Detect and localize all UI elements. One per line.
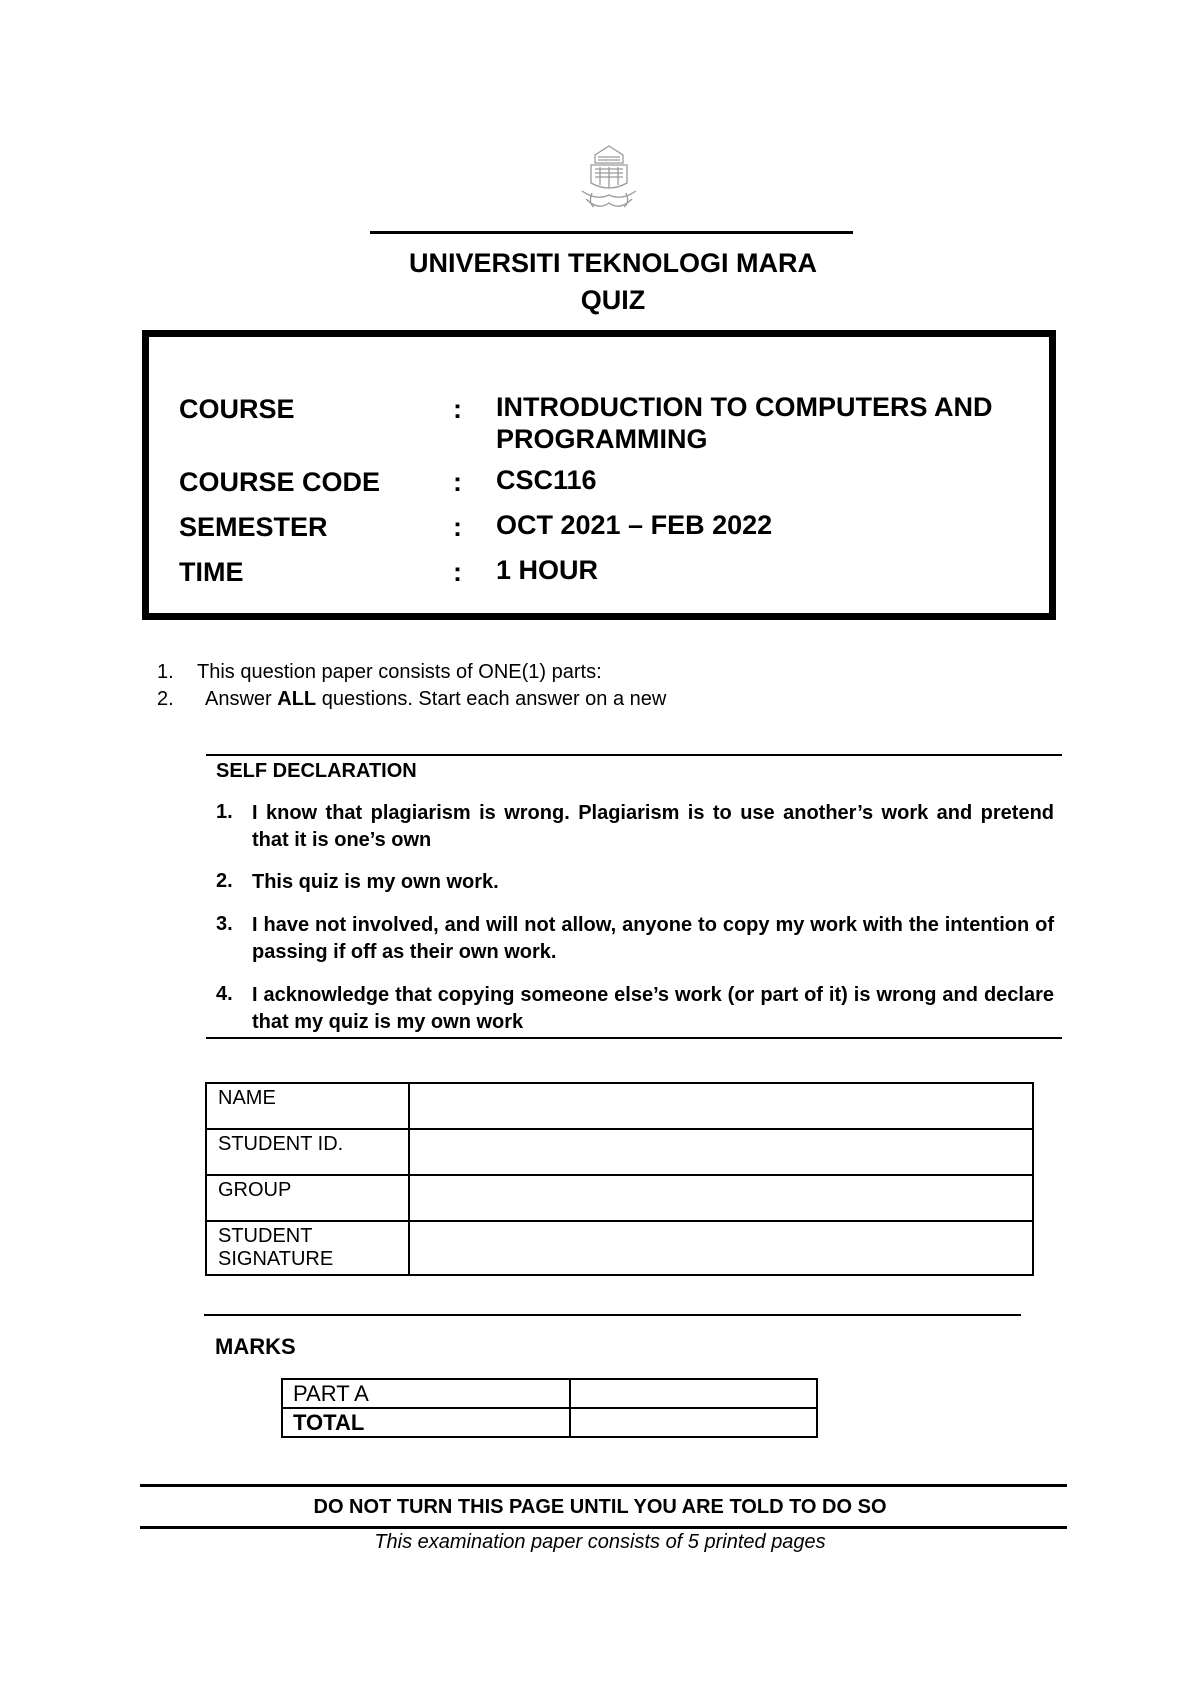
semester-value: OCT 2021 – FEB 2022 bbox=[496, 510, 773, 540]
marks-table bbox=[281, 1378, 818, 1438]
declaration-item-number: 2. bbox=[216, 870, 233, 892]
table-row bbox=[282, 1408, 817, 1437]
footer-bottom-rule bbox=[140, 1526, 1067, 1529]
name-label: NAME bbox=[206, 1083, 409, 1129]
declaration-top-rule bbox=[206, 754, 1062, 756]
marks-rule bbox=[204, 1314, 1021, 1316]
instruction-number: 1. bbox=[157, 661, 174, 683]
page-count-note: This examination paper consists of 5 printed pages bbox=[374, 1531, 826, 1553]
header-rule bbox=[370, 231, 853, 234]
student-signature-field[interactable] bbox=[409, 1221, 1033, 1275]
declaration-item-number: 3. bbox=[216, 913, 233, 935]
course-code-colon: : bbox=[453, 467, 462, 497]
part-a-marks-field[interactable] bbox=[570, 1379, 817, 1408]
course-code-value: CSC116 bbox=[496, 465, 597, 495]
table-row bbox=[206, 1221, 1033, 1275]
document-type: QUIZ bbox=[580, 285, 646, 315]
declaration-item-number: 1. bbox=[216, 801, 233, 823]
group-label: GROUP bbox=[206, 1175, 409, 1221]
declaration-item-number: 4. bbox=[216, 983, 233, 1005]
semester-colon: : bbox=[453, 512, 462, 542]
name-field[interactable] bbox=[409, 1083, 1033, 1129]
student-id-label: STUDENT ID. bbox=[206, 1129, 409, 1175]
instruction-text: This question paper consists of ONE(1) parts: bbox=[197, 661, 602, 683]
table-row bbox=[206, 1175, 1033, 1221]
table-row bbox=[206, 1083, 1033, 1129]
do-not-turn-notice: DO NOT TURN THIS PAGE UNTIL YOU ARE TOLD TO DO SO bbox=[313, 1496, 887, 1518]
instruction-text: Answer ALL questions. Start each answer on a new bbox=[205, 688, 667, 710]
declaration-item: I know that plagiarism is wrong. Plagiarism is to use another’s work and pretend that it is one’s own bbox=[252, 802, 1054, 851]
university-name: UNIVERSITI TEKNOLOGI MARA bbox=[408, 248, 817, 278]
footer-top-rule bbox=[140, 1484, 1067, 1487]
course-info-box bbox=[142, 330, 1056, 620]
declaration-item: I acknowledge that copying someone else’s work (or part of it) is wrong and declare that my quiz is my own work bbox=[252, 984, 1054, 1033]
total-label: TOTAL bbox=[282, 1408, 570, 1437]
table-row bbox=[206, 1129, 1033, 1175]
course-code-label: COURSE CODE bbox=[179, 467, 381, 497]
part-a-label: PART A bbox=[282, 1379, 570, 1408]
declaration-title: SELF DECLARATION bbox=[216, 760, 417, 782]
table-row bbox=[282, 1379, 817, 1408]
marks-title: MARKS bbox=[215, 1334, 296, 1359]
time-label: TIME bbox=[179, 557, 244, 587]
group-field[interactable] bbox=[409, 1175, 1033, 1221]
university-crest-icon bbox=[578, 143, 640, 218]
course-label: COURSE bbox=[179, 394, 295, 424]
course-value: INTRODUCTION TO COMPUTERS AND PROGRAMMING bbox=[496, 392, 993, 454]
student-id-field[interactable] bbox=[409, 1129, 1033, 1175]
declaration-bottom-rule bbox=[206, 1037, 1062, 1039]
semester-label: SEMESTER bbox=[179, 512, 328, 542]
instruction-number: 2. bbox=[157, 688, 174, 710]
declaration-item: I have not involved, and will not allow, anyone to copy my work with the intention of passing if off as their own work. bbox=[252, 914, 1054, 963]
student-signature-label: STUDENT SIGNATURE bbox=[206, 1221, 409, 1275]
declaration-item: This quiz is my own work. bbox=[252, 871, 499, 893]
time-value: 1 HOUR bbox=[496, 555, 599, 585]
course-colon: : bbox=[453, 394, 462, 424]
student-details-table bbox=[205, 1082, 1034, 1276]
total-marks-field[interactable] bbox=[570, 1408, 817, 1437]
time-colon: : bbox=[453, 557, 462, 587]
